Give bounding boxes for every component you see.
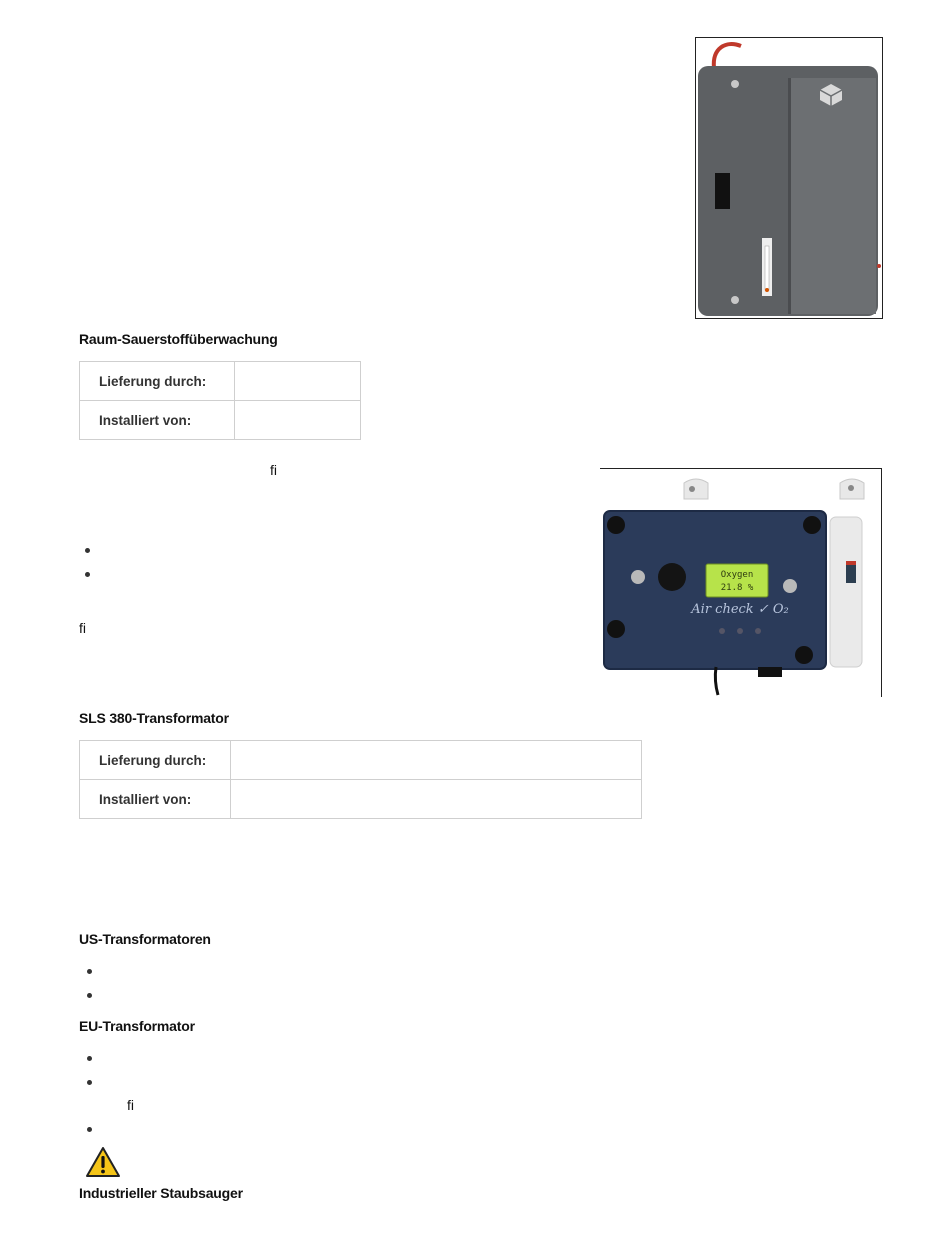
table-value-installed [231, 780, 642, 819]
oxygen-monitor-heading: Raum-Sauerstoffüberwachung [79, 331, 278, 347]
transformer-table [79, 740, 642, 819]
table-key-delivery: Lieferung durch: [80, 362, 235, 401]
lcd-line-1: Oxygen [720, 570, 754, 580]
lcd-line-2: 21.8 % [720, 583, 754, 593]
warning-icon [85, 1146, 121, 1179]
bullet [87, 969, 92, 974]
bullet [87, 1056, 92, 1061]
table-value-delivery [231, 741, 642, 780]
ligature-glyph: ﬁ [79, 620, 86, 636]
table-key-installed: Installiert von: [80, 401, 235, 440]
bullet [87, 1080, 92, 1085]
bullet [87, 993, 92, 998]
table-row [80, 362, 361, 401]
bullet [85, 548, 90, 553]
oxygen-monitor-table [79, 361, 361, 440]
us-transformers-heading: US-Transformatoren [79, 931, 211, 947]
table-row [80, 780, 642, 819]
oxygen-monitor-image [600, 468, 882, 697]
industrial-vacuum-heading: Industrieller Staubsauger [79, 1185, 243, 1201]
table-key-delivery: Lieferung durch: [80, 741, 231, 780]
table-row [80, 741, 642, 780]
bullet [85, 572, 90, 577]
eu-transformer-heading: EU-Transformator [79, 1018, 195, 1034]
table-row [80, 401, 361, 440]
table-value-delivery [235, 362, 361, 401]
gas-panel-image [695, 37, 883, 319]
ligature-glyph: ﬁ [270, 462, 277, 478]
transformer-heading: SLS 380-Transformator [79, 710, 229, 726]
gas-panel-illustration [696, 38, 882, 318]
ligature-glyph: ﬁ [127, 1097, 134, 1113]
bullet [87, 1127, 92, 1132]
oxygen-monitor-illustration [600, 469, 881, 697]
monitor-brand-label: Air check ✓ O₂ [691, 602, 789, 617]
table-key-installed: Installiert von: [80, 780, 231, 819]
table-value-installed [235, 401, 361, 440]
